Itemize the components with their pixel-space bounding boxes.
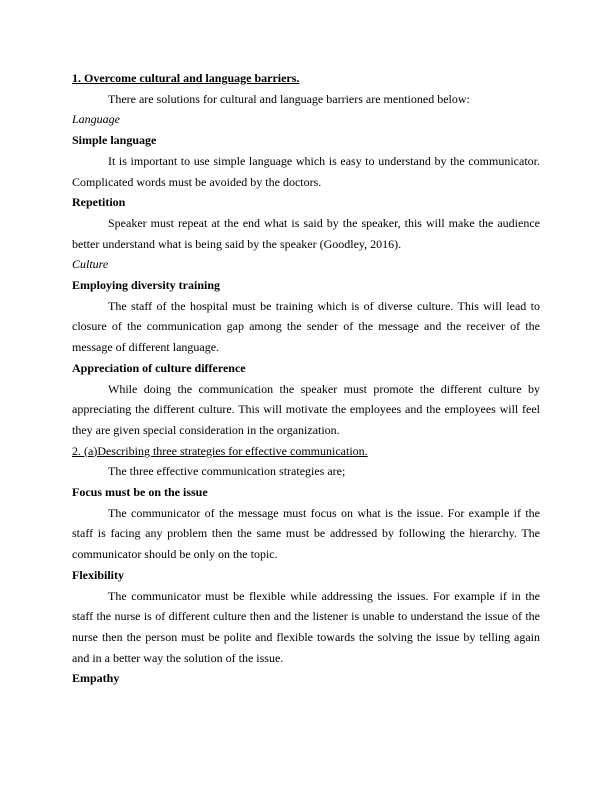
simple-language-body: It is important to use simple language which is easy to understand by the communicator. Complicated words must be avoided by the doctors. bbox=[72, 153, 540, 189]
diversity-training-body: The staff of the hospital must be training which is of diverse culture. This will lead to closure of the communication gap among the sender of the message and the receiver of the message of different language. bbox=[72, 298, 540, 355]
flexibility-body: The communicator must be flexible while addressing the issues. For example if in the staff the nurse is of different culture then and the listener is unable to understand the issue of the nurse then the person must be polite and flexible towards the solving the issue by telling again and in a better way the solution of the issue. bbox=[72, 588, 540, 665]
flexibility-title: Flexibility bbox=[72, 567, 124, 582]
repetition-title: Repetition bbox=[72, 195, 126, 210]
document-page bbox=[72, 68, 540, 689]
simple-language-title: Simple language bbox=[72, 133, 157, 148]
diversity-training-title: Employing diversity training bbox=[72, 278, 221, 293]
empathy-title: Empathy bbox=[72, 671, 120, 686]
focus-issue-body: The communicator of the message must focus on what is the issue. For example if the staff is facing any problem then the same must be addressed by following the hierarchy. The communicator should be only on the topic. bbox=[72, 505, 540, 562]
section-heading-2: 2. (a)Describing three strategies for effective communication. bbox=[72, 443, 368, 458]
culture-difference-body: While doing the communication the speaker must promote the different culture by appreciating the different culture. This will motivate the employees and the employees will feel they are given special consideration in the organization. bbox=[72, 381, 540, 437]
subheading-culture: Culture bbox=[72, 257, 109, 272]
repetition-body: Speaker must repeat at the end what is said by the speaker, this will make the audience better understand what is being said by the speaker (Goodley, 2016). bbox=[72, 215, 540, 251]
section-heading-1: 1. Overcome cultural and language barriers. bbox=[72, 71, 300, 85]
culture-difference-title: Appreciation of culture difference bbox=[72, 360, 246, 375]
focus-issue-title: Focus must be on the issue bbox=[72, 485, 208, 500]
subheading-language: Language bbox=[72, 112, 120, 127]
intro-paragraph-2: The three effective communication strategies are; bbox=[108, 464, 346, 479]
intro-paragraph-1: There are solutions for cultural and language barriers are mentioned below: bbox=[108, 91, 470, 106]
